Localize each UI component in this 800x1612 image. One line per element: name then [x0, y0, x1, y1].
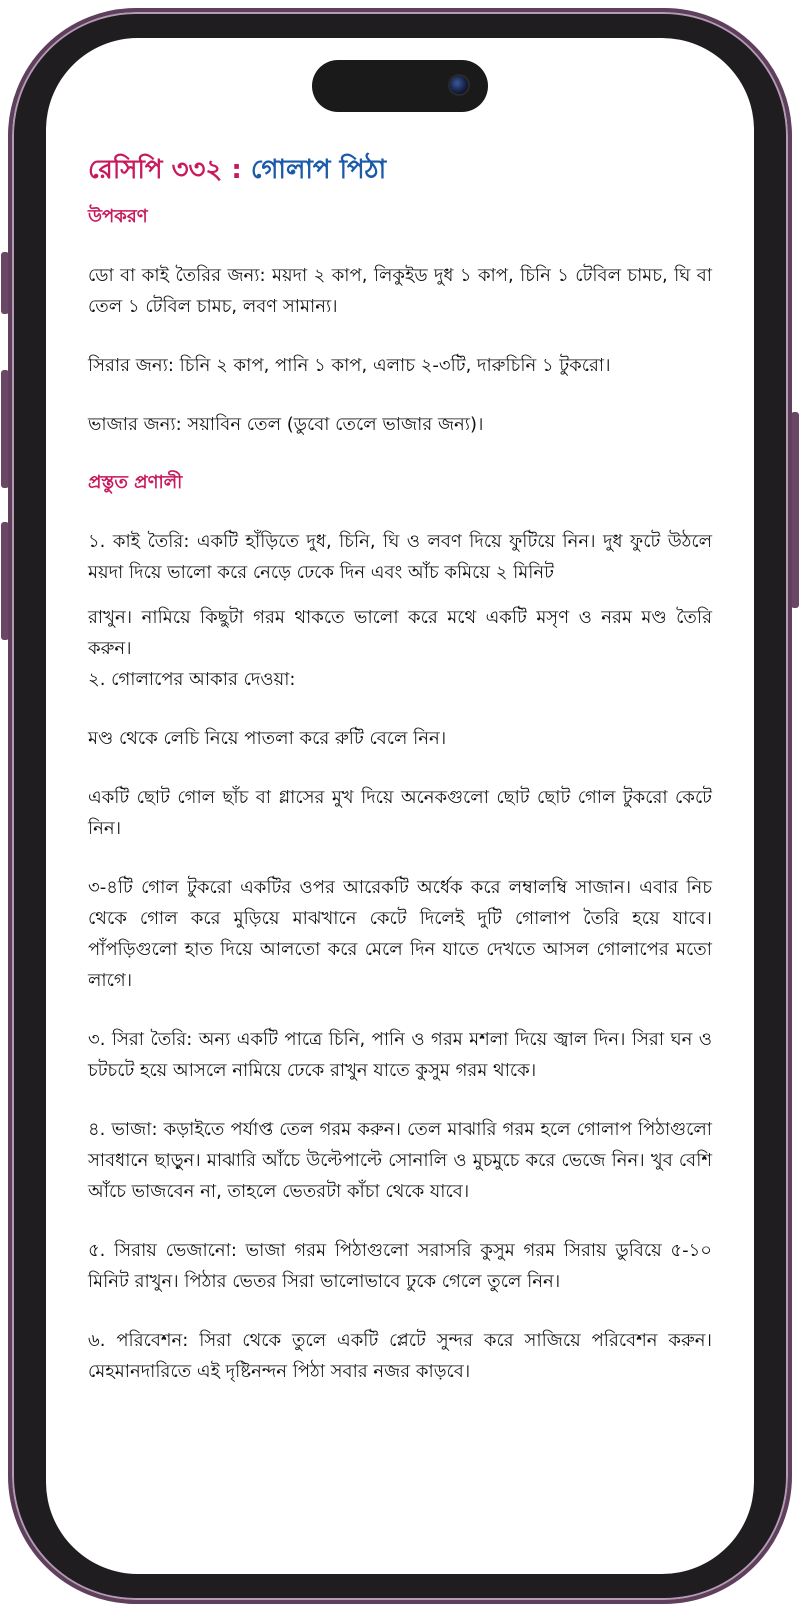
- recipe-number: রেসিপি ৩৩২ :: [88, 155, 242, 185]
- ingredient-dough: ডো বা কাই তৈরির জন্য: ময়দা ২ কাপ, লিকুইড দুধ ১ কাপ, চিনি ১ টেবিল চামচ, ঘি বা তেল ১ টেবিল চামচ, লবণ সামান্য।: [88, 265, 712, 317]
- phone-screen: [46, 38, 754, 1574]
- recipe-content: [88, 150, 712, 1387]
- step-4: ৪. ভাজা: কড়াইতে পর্যাপ্ত তেল গরম করুন। তেল মাঝারি গরম হলে গোলাপ পিঠাগুলো সাবধানে ছাড়ুন। মাঝারি আঁচে উল্টেপাল্টে সোনালি ও মুচমুচে করে ভেজে নিন। খুব বেশি আঁচে ভাজবেন না, তাহলে ভেতরটা কাঁচা থেকে যাবে।: [88, 1119, 712, 1202]
- ingredients-heading: উপকরণ: [88, 206, 148, 227]
- step-2-heading: ২. গোলাপের আকার দেওয়া:: [88, 669, 296, 690]
- step-1: ১. কাই তৈরি: একটি হাঁড়িতে দুধ, চিনি, ঘি ও লবণ দিয়ে ফুটিয়ে নিন। দুধ ফুটে উঠলে ময়দা দিয়ে ভালো করে নেড়ে ঢেকে দিন এবং আঁচ কমিয়ে ২ মিনিট: [88, 531, 712, 583]
- dynamic-island: [312, 60, 488, 112]
- power-button[interactable]: [791, 412, 799, 608]
- ingredient-frying: ভাজার জন্য: সয়াবিন তেল (ডুবো তেলে ভাজার জন্য)।: [88, 414, 484, 435]
- step-3: ৩. সিরা তৈরি: অন্য একটি পাত্রে চিনি, পানি ও গরম মশলা দিয়ে জ্বাল দিন। সিরা ঘন ও চটচটে হয়ে আসলে নামিয়ে ঢেকে রাখুন যাতে কুসুম গরম থাকে।: [88, 1029, 712, 1081]
- step-5: ৫. সিরায় ভেজানো: ভাজা গরম পিঠাগুলো সরাসরি কুসুম গরম সিরায় ডুবিয়ে ৫-১০ মিনিট রাখুন। পিঠার ভেতর সিরা ভালোভাবে ঢুকে গেলে তুলে নিন।: [88, 1240, 712, 1292]
- method-heading: প্রস্তুত প্রণালী: [88, 472, 183, 493]
- step-6: ৬. পরিবেশন: সিরা থেকে তুলে একটি প্লেটে সুন্দর করে সাজিয়ে পরিবেশন করুন। মেহমানদারিতে এই দৃষ্টিনন্দন পিঠা সবার নজর কাড়বে।: [88, 1330, 712, 1382]
- step-2-shaping: ৩-৪টি গোল টুকরো একটির ওপর আরেকটি অর্ধেক করে লম্বালম্বি সাজান। এবার নিচ থেকে গোল করে মুড়িয়ে মাঝখানে কেটে দিলেই দুটি গোলাপ তৈরি হয়ে যাবে। পাঁপড়িগুলো হাত দিয়ে আলতো করে মেলে দিন যাতে দেখতে আসল গোলাপের মতো লাগে।: [88, 877, 712, 991]
- step-2-cutting: একটি ছোট গোল ছাঁচ বা গ্লাসের মুখ দিয়ে অনেকগুলো ছোট ছোট গোল টুকরো কেটে নিন।: [88, 787, 712, 839]
- step-1-continued: রাখুন। নামিয়ে কিছুটা গরম থাকতে ভালো করে মথে একটি মসৃণ ও নরম মণ্ড তৈরি করুন।: [88, 607, 712, 659]
- step-2-rolling: মণ্ড থেকে লেচি নিয়ে পাতলা করে রুটি বেলে নিন।: [88, 728, 447, 749]
- recipe-name: গোলাপ পিঠা: [250, 155, 387, 185]
- ingredient-syrup: সিরার জন্য: চিনি ২ কাপ, পানি ১ কাপ, এলাচ ২-৩টি, দারুচিনি ১ টুকরো।: [88, 355, 611, 376]
- camera-icon: [450, 76, 468, 94]
- recipe-title: [88, 150, 712, 204]
